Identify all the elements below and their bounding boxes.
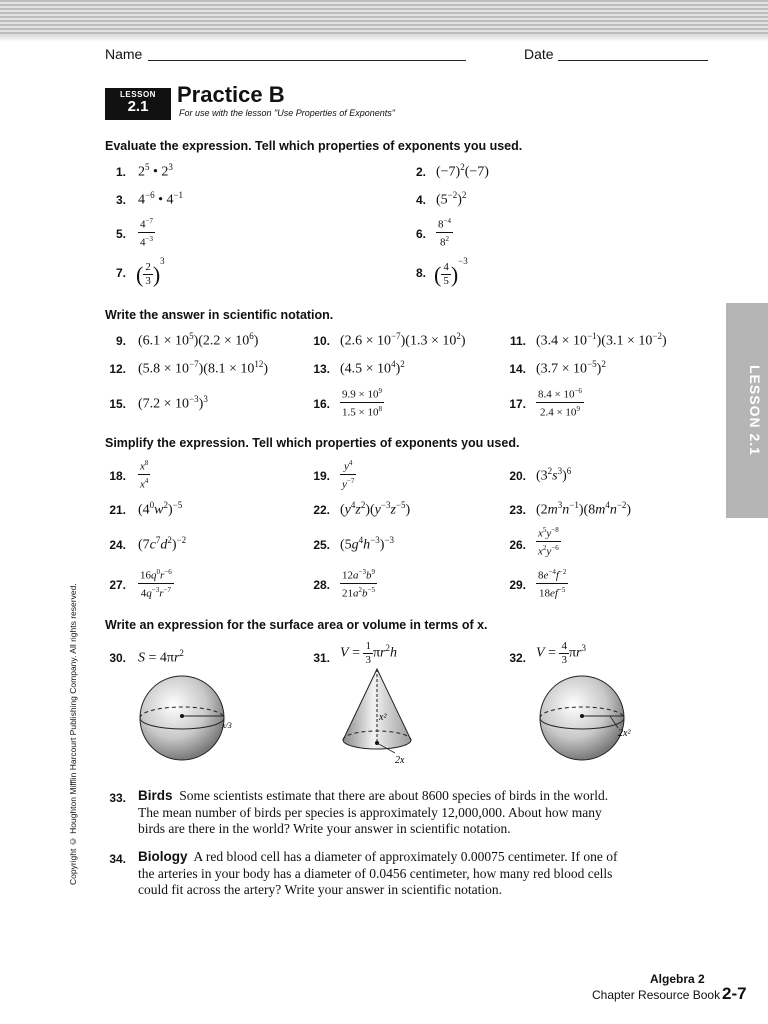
expression-11: $(3.4 \times 10^{-1})(3.1 \times 10^{-2})$: [536, 331, 667, 349]
problem-number: 32.: [509, 651, 526, 665]
problem-number: 1.: [115, 165, 126, 179]
problem-number: 31.: [313, 651, 330, 665]
biology-text: A red blood cell has a diameter of approximately 0.00075 centimeter. If one of the arteries in your body has a diameter of 0.0456 centimeter, how many red blood cells could fit across the artery? Write your answer in scientific notation.: [138, 849, 618, 897]
problem-number: 25.: [313, 538, 330, 552]
problem-number: 13.: [313, 362, 330, 376]
expression-24: $(7c^7d^2)^{-2}$: [138, 535, 187, 553]
problem-number: 30.: [109, 651, 126, 665]
problem-number: 22.: [313, 503, 330, 517]
problem-number: 26.: [509, 538, 526, 552]
cone-figure: [335, 665, 435, 775]
birds-title: Birds: [138, 788, 173, 803]
problem-number: 19.: [313, 469, 330, 483]
lesson-number: 2.1: [127, 98, 149, 115]
problem-number: 27.: [109, 578, 126, 592]
formula-sphere-area: $S = 4\pi r^2$: [138, 648, 184, 666]
copyright-notice: Copyright © Houghton Mifflin Harcourt Publishing Company. All rights reserved.: [68, 583, 78, 885]
problem-number: 6.: [415, 227, 426, 241]
problem-number: 29.: [509, 578, 526, 592]
problem-number: 28.: [313, 578, 330, 592]
birds-text: Some scientists estimate that there are about 8600 species of birds in the world. The mean number of birds per species is approximately 12,000,000. About how many birds are there in the world? Write your answer in scientific notation.: [138, 788, 609, 836]
problem-number: 10.: [313, 334, 330, 348]
footer-book: Algebra 2: [650, 972, 705, 986]
expression-12: $(5.8 \times 10^{-7})(8.1 \times 10^{12})$: [138, 359, 269, 377]
problem-number: 34.: [109, 852, 126, 866]
problem-number: 17.: [509, 397, 526, 411]
page-subtitle: For use with the lesson "Use Properties of Exponents": [179, 108, 395, 118]
problem-number: 24.: [109, 538, 126, 552]
footer-resource: Chapter Resource Book: [592, 988, 721, 1002]
formula-sphere-volume: V = $\frac{4}{3}$ $\pi r^3$: [536, 640, 586, 666]
expression-26: $\frac{x^5y^{-8}}{x^2y^{-6}}$: [538, 526, 559, 558]
expression-15: $(7.2 \times 10^{-3})^3$: [138, 394, 208, 412]
problem-number: 11.: [509, 334, 526, 348]
problem-number: 14.: [509, 362, 526, 376]
problem-number: 23.: [509, 503, 526, 517]
page-title: Practice B: [177, 82, 285, 107]
expression-18: $\frac{x^8}{x^4}$: [140, 459, 149, 491]
date-line: [558, 60, 708, 61]
problem-number: 3.: [115, 193, 126, 207]
date-label: Date: [524, 46, 554, 62]
expression-7: ( $\frac{2}{3}$ )$^3$: [136, 256, 165, 288]
problem-number: 12.: [109, 362, 126, 376]
expression-29: $\frac{8e^{-4}f^{-2}}{18ef^{-5}}$: [538, 568, 567, 600]
problem-number: 5.: [115, 227, 126, 241]
side-tab-label: LESSON 2.1: [747, 365, 763, 456]
sphere-2-label: 2x²: [618, 728, 631, 739]
section-4-heading: Write an expression for the surface area or volume in terms of x.: [105, 618, 488, 632]
expression-3: $4^{-6}$ • $4^{-1}$: [138, 190, 184, 208]
top-shadow: [0, 34, 768, 42]
expression-5: $\frac{4^{-7}}{4^{-3}}$: [140, 217, 153, 249]
name-line: [148, 60, 466, 61]
problem-number: 21.: [109, 503, 126, 517]
expression-23: $(2m^3n^{-1})(8m^4n^{-2})$: [536, 500, 632, 518]
expression-8: ( $\frac{4}{5}$ )$^{-3}$: [434, 256, 468, 288]
sphere-figure-2: [530, 670, 650, 770]
expression-28: $\frac{12a^{-3}b^9}{21a^2b^{-5}}$: [342, 568, 375, 600]
problem-number: 15.: [109, 397, 126, 411]
expression-20: $(3^2s^3)^6$: [536, 466, 572, 484]
problem-number: 2.: [415, 165, 426, 179]
name-label: Name: [105, 46, 143, 62]
expression-25: $(5g^4h^{-3})^{-3}$: [340, 535, 394, 553]
section-1-heading: Evaluate the expression. Tell which properties of exponents you used.: [105, 139, 523, 153]
sphere-1-label: x/3: [222, 721, 232, 730]
expression-14: $(3.7 \times 10^{-5})^2$: [536, 359, 606, 377]
section-3-heading: Simplify the expression. Tell which properties of exponents you used.: [105, 436, 520, 450]
sphere-figure-1: [130, 670, 240, 770]
expression-9: $(6.1 \times 10^5)(2.2 \times 10^6)$: [138, 331, 259, 349]
lesson-badge: [105, 88, 171, 120]
expression-1: $2^5$ • $2^3$: [138, 162, 173, 180]
cone-height-label: x²: [379, 712, 387, 723]
expression-27: $\frac{16q^0r^{-6}}{4q^{-3}r^{-7}}$: [140, 568, 172, 600]
problem-number: 20.: [509, 469, 526, 483]
section-2-heading: Write the answer in scientific notation.: [105, 308, 334, 322]
expression-21: $(4^0w^2)^{-5}$: [138, 500, 183, 518]
expression-13: $(4.5 \times 10^4)^2$: [340, 359, 405, 377]
problem-number: 9.: [115, 334, 126, 348]
problem-number: 7.: [115, 266, 126, 280]
cone-radius-label: 2x: [395, 755, 405, 766]
problem-number: 8.: [415, 266, 426, 280]
page-number: 2-7: [722, 984, 747, 1003]
problem-number: 18.: [109, 469, 126, 483]
expression-2: $(-7)^2(-7)$: [436, 162, 489, 180]
lesson-tag: LESSON: [120, 90, 156, 99]
problem-number: 33.: [109, 791, 126, 805]
formula-cone-volume: V = $\frac{1}{3}$ $\pi r^2h$: [340, 640, 397, 666]
biology-title: Biology: [138, 849, 188, 864]
biology-problem: [138, 849, 618, 899]
expression-16: $\frac{9.9 \times 10^9}{1.5 \times 10^8}$: [342, 387, 382, 419]
expression-4: $(5^{-2})^2$: [436, 190, 467, 208]
top-stripe: [0, 0, 768, 34]
expression-10: $(2.6 \times 10^{-7})(1.3 \times 10^2)$: [340, 331, 466, 349]
expression-17: $\frac{8.4 \times 10^{-6}}{2.4 \times 10^9}$: [538, 387, 582, 419]
birds-problem: [138, 788, 618, 838]
expression-19: $\frac{y^4}{y^{-7}}$: [342, 459, 355, 491]
problem-number: 16.: [313, 397, 330, 411]
problem-number: 4.: [415, 193, 426, 207]
expression-22: $(y^4z^2)(y^{-3}z^{-5})$: [340, 500, 411, 518]
expression-6: $\frac{8^{-4}}{8^2}$: [438, 217, 451, 249]
